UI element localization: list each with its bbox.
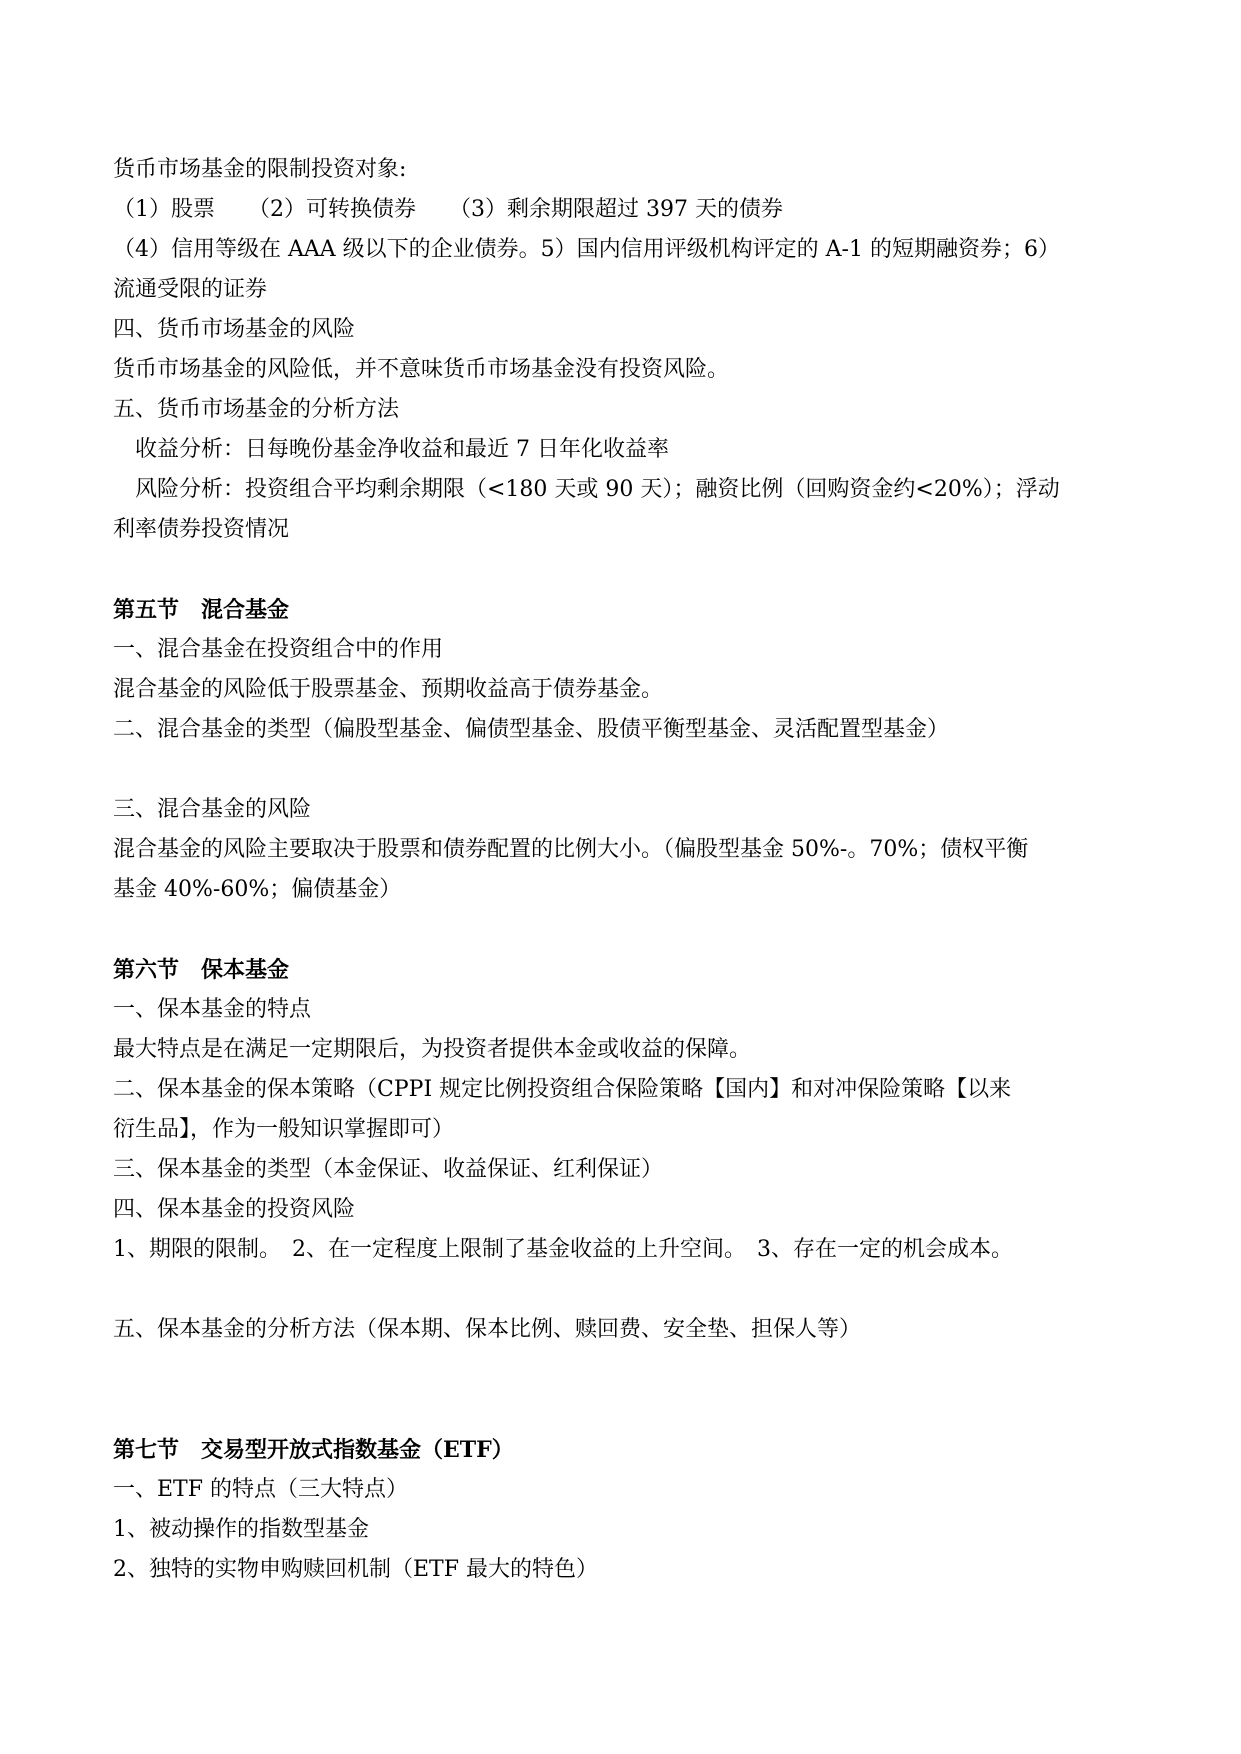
paragraph-line: 一、ETF 的特点（三大特点） bbox=[113, 1477, 408, 1502]
paragraph-line: 二、保本基金的保本策略（CPPI 规定比例投资组合保险策略【国内】和对冲保险策略【以来 bbox=[113, 1077, 1012, 1102]
paragraph-line: 衍生品】，作为一般知识掌握即可） bbox=[113, 1117, 455, 1142]
paragraph-line: 1、期限的限制。 2、在一定程度上限制了基金收益的上升空间。 3、存在一定的机会成本。 bbox=[113, 1237, 1013, 1262]
paragraph-line: 五、货币市场基金的分析方法 bbox=[113, 397, 400, 422]
section-heading: 第五节 混合基金 bbox=[113, 597, 290, 623]
paragraph-line: 一、混合基金在投资组合中的作用 bbox=[113, 637, 444, 662]
section-heading: 第六节 保本基金 bbox=[113, 957, 290, 983]
paragraph-line: 最大特点是在满足一定期限后，为投资者提供本金或收益的保障。 bbox=[113, 1037, 752, 1062]
paragraph-line: （1）股票 （2）可转换债券 （3）剩余期限超过 397 天的债券 bbox=[113, 197, 783, 222]
section-heading: 第七节 交易型开放式指数基金（ETF） bbox=[113, 1437, 514, 1463]
paragraph-line: 五、保本基金的分析方法（保本期、保本比例、赎回费、安全垫、担保人等） bbox=[113, 1317, 862, 1342]
paragraph-line: 2、独特的实物申购赎回机制（ETF 最大的特色） bbox=[113, 1557, 598, 1582]
paragraph-line: 货币市场基金的风险低，并不意味货币市场基金没有投资风险。 bbox=[113, 357, 730, 382]
paragraph-line: 四、货币市场基金的风险 bbox=[113, 317, 356, 342]
paragraph-line: 二、混合基金的类型（偏股型基金、偏债型基金、股债平衡型基金、灵活配置型基金） bbox=[113, 717, 950, 742]
paragraph-line: 1、被动操作的指数型基金 bbox=[113, 1517, 369, 1542]
paragraph-line: （4）信用等级在 AAA 级以下的企业债券。5）国内信用评级机构评定的 A-1 的短期融资券；6） bbox=[113, 237, 1060, 262]
paragraph-line: 一、保本基金的特点 bbox=[113, 997, 312, 1022]
paragraph-line: 流通受限的证券 bbox=[113, 277, 268, 302]
paragraph-line: 货币市场基金的限制投资对象: bbox=[113, 157, 407, 182]
paragraph-line: 混合基金的风险主要取决于股票和债券配置的比例大小。（偏股型基金 50%-。70%；债权平衡 bbox=[113, 837, 1029, 862]
paragraph-line: 风险分析：投资组合平均剩余期限（<180 天或 90 天）；融资比例（回购资金约<20%）；浮动 bbox=[113, 477, 1060, 502]
paragraph-line: 基金 40%-60%；偏债基金） bbox=[113, 877, 402, 902]
paragraph-line: 收益分析：日每晚份基金净收益和最近 7 日年化收益率 bbox=[113, 437, 669, 462]
paragraph-line: 混合基金的风险低于股票基金、预期收益高于债券基金。 bbox=[113, 677, 664, 702]
paragraph-line: 三、保本基金的类型（本金保证、收益保证、红利保证） bbox=[113, 1157, 664, 1182]
paragraph-line: 利率债券投资情况 bbox=[113, 517, 290, 542]
paragraph-line: 四、保本基金的投资风险 bbox=[113, 1197, 356, 1222]
paragraph-line: 三、混合基金的风险 bbox=[113, 797, 312, 822]
